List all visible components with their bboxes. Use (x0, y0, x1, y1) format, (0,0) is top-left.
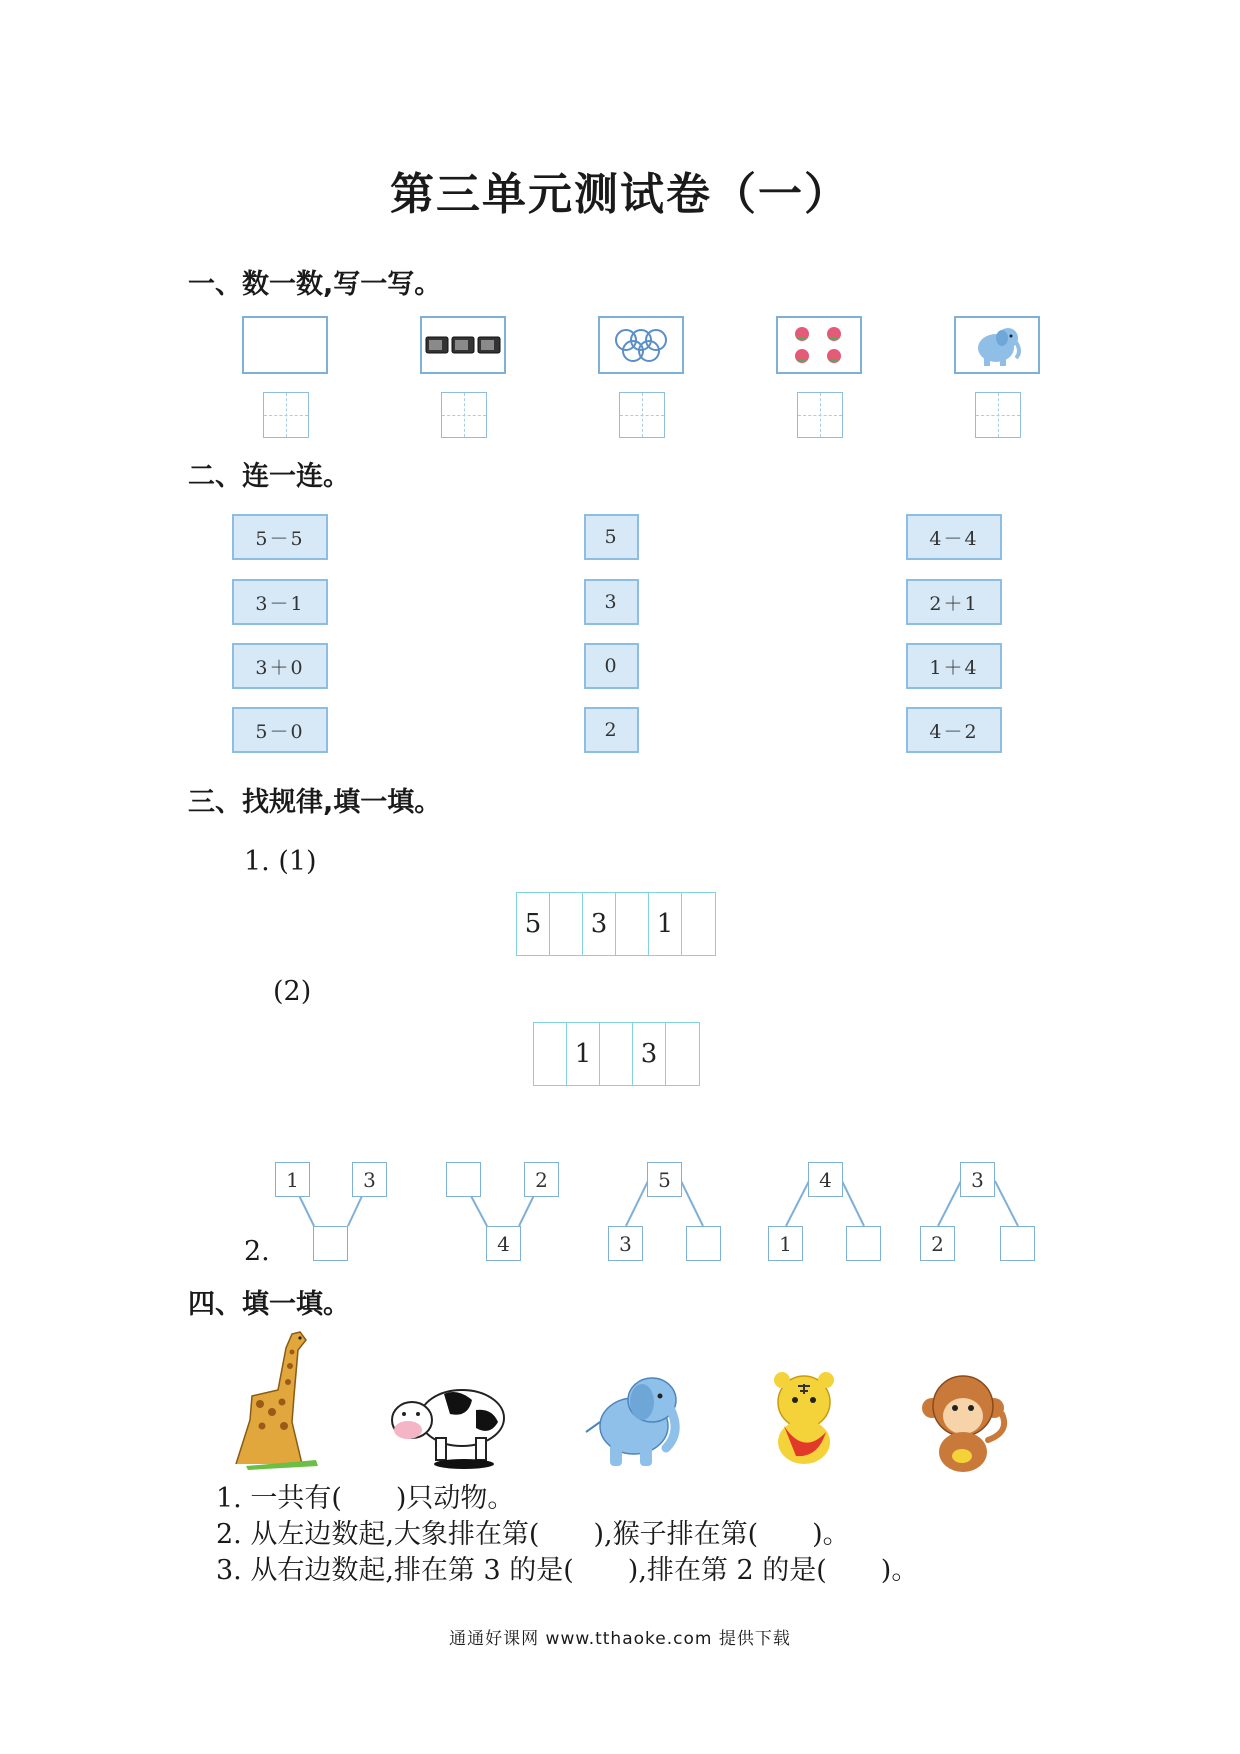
fill-question-3: 3. 从右边数起,排在第 3 的是( ),排在第 2 的是( )。 (216, 1555, 919, 1586)
fill-question-1: 1. 一共有( )只动物。 (216, 1483, 515, 1514)
expression-card[interactable]: 3－1 (232, 579, 328, 625)
number-card[interactable]: 3 (584, 579, 639, 625)
sequence-cell: 3 (633, 1023, 666, 1085)
bond-answer-box[interactable] (446, 1162, 481, 1197)
giraffe-icon (226, 1326, 326, 1470)
bond-answer-box[interactable] (313, 1226, 348, 1261)
expression-card[interactable]: 2＋1 (906, 579, 1002, 625)
bond-bottom-box: 2 (920, 1226, 955, 1261)
cow-icon (380, 1370, 520, 1470)
expression-card[interactable]: 4－4 (906, 514, 1002, 560)
bond-top-box: 1 (275, 1162, 310, 1197)
fill-question-2: 2. 从左边数起,大象排在第( ),猴子排在第( )。 (216, 1519, 850, 1550)
bond-top-box: 4 (808, 1162, 843, 1197)
section-4-heading: 四、填一填。 (188, 1289, 350, 1320)
expression-card[interactable]: 5－5 (232, 514, 328, 560)
number-card[interactable]: 2 (584, 707, 639, 753)
expression-card[interactable]: 3＋0 (232, 643, 328, 689)
bond-answer-box[interactable] (686, 1226, 721, 1261)
elephant-icon (570, 1364, 690, 1476)
section-2-heading: 二、连一连。 (188, 461, 350, 492)
tiger-icon (754, 1370, 854, 1470)
bond-top-box: 3 (352, 1162, 387, 1197)
bond-answer-box[interactable] (1000, 1226, 1035, 1261)
sequence-cell: 1 (567, 1023, 600, 1085)
expression-card[interactable]: 1＋4 (906, 643, 1002, 689)
question-label: 2. (244, 1236, 270, 1267)
footer-text: 通通好课网 www.tthaoke.com 提供下载 (449, 1629, 791, 1649)
bond-top-box: 2 (524, 1162, 559, 1197)
bond-answer-box[interactable] (846, 1226, 881, 1261)
expression-card[interactable]: 5－0 (232, 707, 328, 753)
bond-bottom-box: 3 (608, 1226, 643, 1261)
sequence-cell: 5 (517, 893, 550, 955)
page-title: 第三单元测试卷（一） (390, 169, 850, 220)
number-card[interactable]: 5 (584, 514, 639, 560)
monkey-icon (916, 1370, 1016, 1476)
bond-top-box: 5 (647, 1162, 682, 1197)
sequence-cell: 1 (649, 893, 682, 955)
expression-card[interactable]: 4－2 (906, 707, 1002, 753)
question-label: 1. (1) (244, 846, 317, 877)
question-label: (2) (273, 976, 312, 1007)
number-card[interactable]: 0 (584, 643, 639, 689)
section-1-heading: 一、数一数,写一写。 (188, 269, 442, 300)
bond-bottom-box: 1 (768, 1226, 803, 1261)
bond-bottom-box: 4 (486, 1226, 521, 1261)
bond-top-box: 3 (960, 1162, 995, 1197)
sequence-cell: 3 (583, 893, 616, 955)
section-3-heading: 三、找规律,填一填。 (188, 787, 442, 818)
